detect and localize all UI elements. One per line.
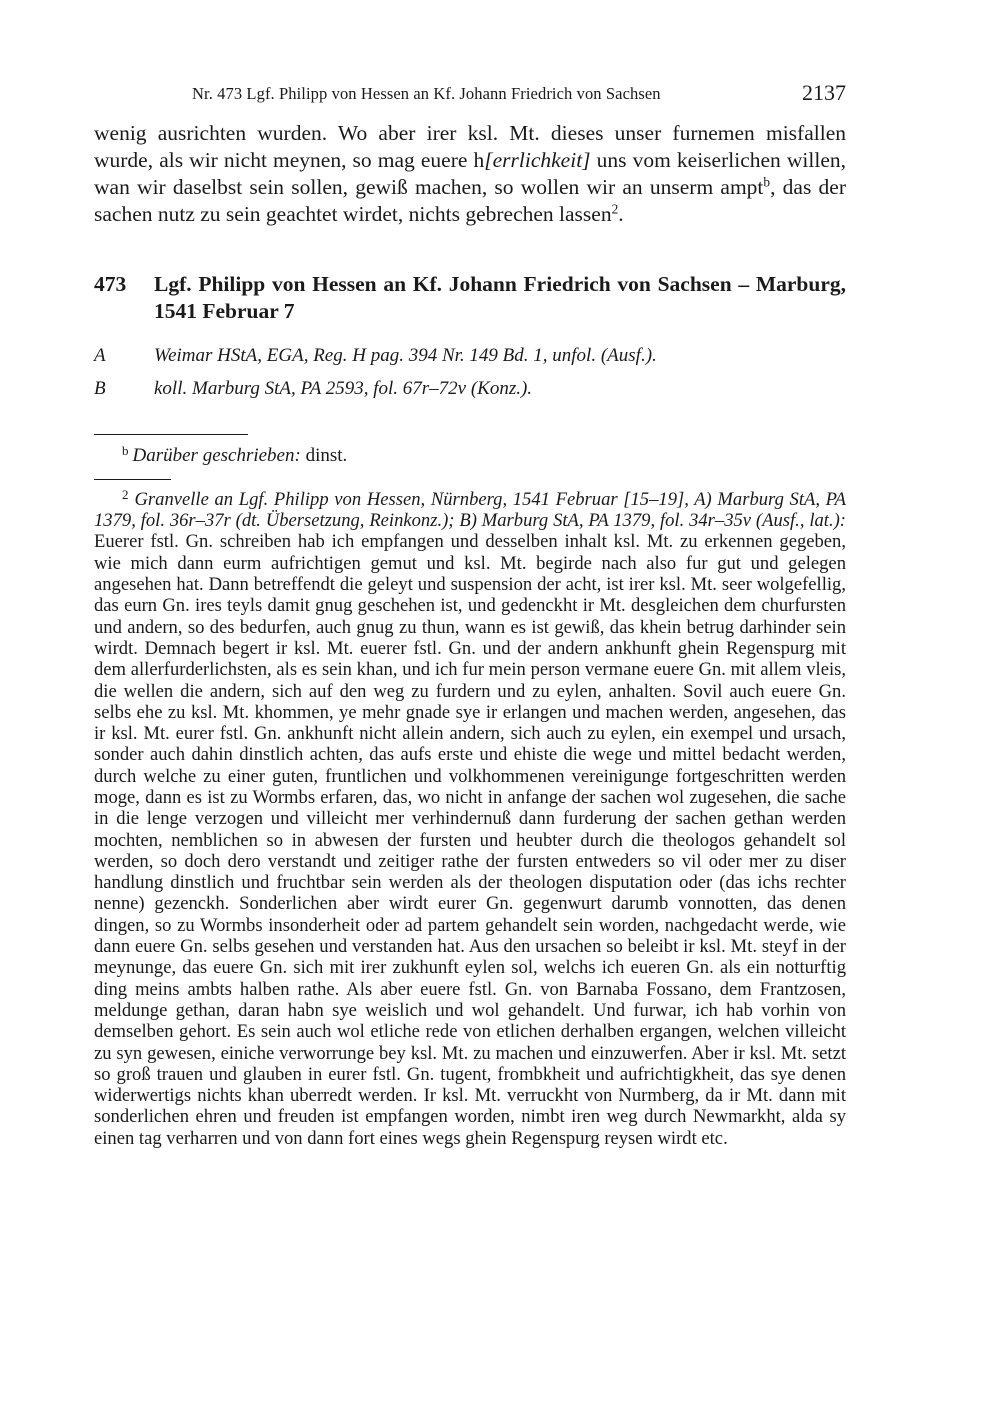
source-siglum: A <box>94 345 106 366</box>
textual-note-marker-b[interactable]: b <box>763 174 771 190</box>
document-number: 473 <box>94 272 127 296</box>
footnote-b <box>94 439 846 468</box>
page-number: 2137 <box>802 80 846 105</box>
footnote-b-marker: b <box>122 443 129 458</box>
footnote-2-text: Euerer fstl. Gn. schreiben hab ich empfangen und desselben inhalt ksl. Mt. zu erkennen gegeben, wie mich dann eurm aufrichtigen gemut und ksl. Mt. begirde nach also fur gut und gelegen angesehen hat. Dann betreffendt die geleyt und suspension der acht, ist irer ksl. Mt. seer wolgefellig, das eurn Gn. ires teyls damit gnug geschehen ist, und gedenckht ir Mt. desgleichen dem churfursten und andern, so des bedurfen, auch gnug zu thun, wann es ist gewiß, das khein betrug darhinder sein wirdt. Demnach begert ir ksl. Mt. euerer fstl. Gn. und der andern ankhunft ghein Regenspurg mit dem allerfurderlichsten, als es sein khan, und ich fur mein person vermane euere Gn. mit allem vleis, die wellen die andern, sich auf den weg zu furdern und zu eylen, anhalten. Sovil auch euere Gn. selbs ehe zu ksl. Mt. khommen, ye mehr gnade sye ir erlangen und machen werden, angesehen, das ir ksl. Mt. eurer fstl. Gn. ankhunft nicht allein andern, sich auch zu eylen, ein exempel und ursach, sonder auch dahin dinstlich achten, das aufs erste und ehiste die wege und mittel bedacht werden, durch welche zu einer guten, fruntlichen und volkhommenen vereinigunge fortgeschritten werden moge, dann es ist zu Wormbs erfaren, das, wo nicht in anfange der sachen wol zugesehen, die sache in die lenge verzogen und villeicht mer verhindernuß dann furderung der sachen gethan werden mochten, nemblichen so in abwesen der fursten und heubter durch die theologos gehandelt sol werden, so doch dero verstandt und zeitiger rathe der fursten entweders so vil oder mer zu diser handlung dinstlich und fruchtbar sein werden als der theologen disputation oder (das ichs rechter nenne) gezenckh. Sonderlichen aber wirdt eurer Gn. gegenwurt darumb vonnotten, das denen dingen, so zu Wormbs insonderheit oder ad partem gehandelt sein worden, nachgedacht werde, wie dann euere Gn. selbs gesehen und verstanden hat. Aus den ursachen so beleibt ir ksl. Mt. steyf in der meynunge, das euere Gn. sich mit irer zukhunft eylen sol, welchs ich eueren Gn. als ein notturftig ding meins ambts halben rathe. Als aber euere fstl. Gn. von Barnaba Fossano, dem Frantzosen, meldunge gethan, daran habn sye weislich und wol gehandelt. Und furwar, ich hab vorhin von demselben gehort. Es sein auch wol etliche rede von etlichen derhalben ergangen, welchen villeicht zu syn gewesen, einiche verworrunge bey ksl. Mt. zu machen und einzuwerfen. Aber ir ksl. Mt. setzt so groß trauen und glauben in eurer fstl. Gn. tugent, frombkheit und aufrichtigkheit, das sye denen widerwertigs nichts khan uberredt werden. Ir ksl. Mt. verruckht von Nurmberg, da ir Mt. dann mit sonderlichen ehren und freuden ist empfangen worden, nimbt iren weg durch Newmarkht, alda sy einen tag verharren und von dann fort eines wegs ghein Regenspurg reysen wirdt etc. <box>94 531 846 1149</box>
running-head-title: Nr. 473 Lgf. Philipp von Hessen an Kf. Johann Friedrich von Sachsen <box>192 84 661 103</box>
footnote-2-reference: Granvelle an Lgf. Philipp von Hessen, Nürnberg, 1541 Februar [15–19], A) Marburg StA, PA 1379, fol. 36r–37r (dt. Übersetzung, Reinkonz.); B) Marburg StA, PA 1379, fol. 34r–35v (Ausf., lat.): <box>94 488 846 532</box>
running-head <box>94 80 846 110</box>
footnote-2-marker: 2 <box>122 487 129 502</box>
previous-document-continuation <box>94 120 846 228</box>
source-description: koll. Marburg StA, PA 2593, fol. 67r–72v (Konz.). <box>154 378 533 399</box>
textual-apparatus-rule <box>94 434 248 435</box>
editorial-expansion: [errlichkeit] <box>484 148 591 172</box>
source-description: Weimar HStA, EGA, Reg. H pag. 394 Nr. 149 Bd. 1, unfol. (Ausf.). <box>154 345 657 366</box>
footnote-2 <box>94 484 846 1149</box>
continuation-text-2: uns vom keiserlichen willen, wan wir daselbst sein sollen, gewiß machen, so wollen wir an unserm ampt <box>94 148 846 199</box>
continuation-text-1: wenig ausrichten wurden. Wo aber irer ksl. Mt. dieses unser furnemen misfallen wurde, als wir nicht meynen, so mag euere h <box>94 121 846 172</box>
continuation-text-4: . <box>618 202 624 226</box>
footnote-b-label: Darüber geschrieben: <box>132 444 301 466</box>
source-siglum: B <box>94 378 106 399</box>
document-title: Lgf. Philipp von Hessen an Kf. Johann Friedrich von Sachsen – Marburg, 1541 Februar 7 <box>154 272 846 323</box>
commentary-apparatus-rule <box>94 479 171 480</box>
footnote-marker-2[interactable]: 2 <box>611 201 619 217</box>
continuation-text-3: , das der sachen nutz zu sein geachtet wirdet, nichts gebrechen lassen <box>94 175 846 226</box>
footnote-b-text: dinst. <box>300 444 348 466</box>
